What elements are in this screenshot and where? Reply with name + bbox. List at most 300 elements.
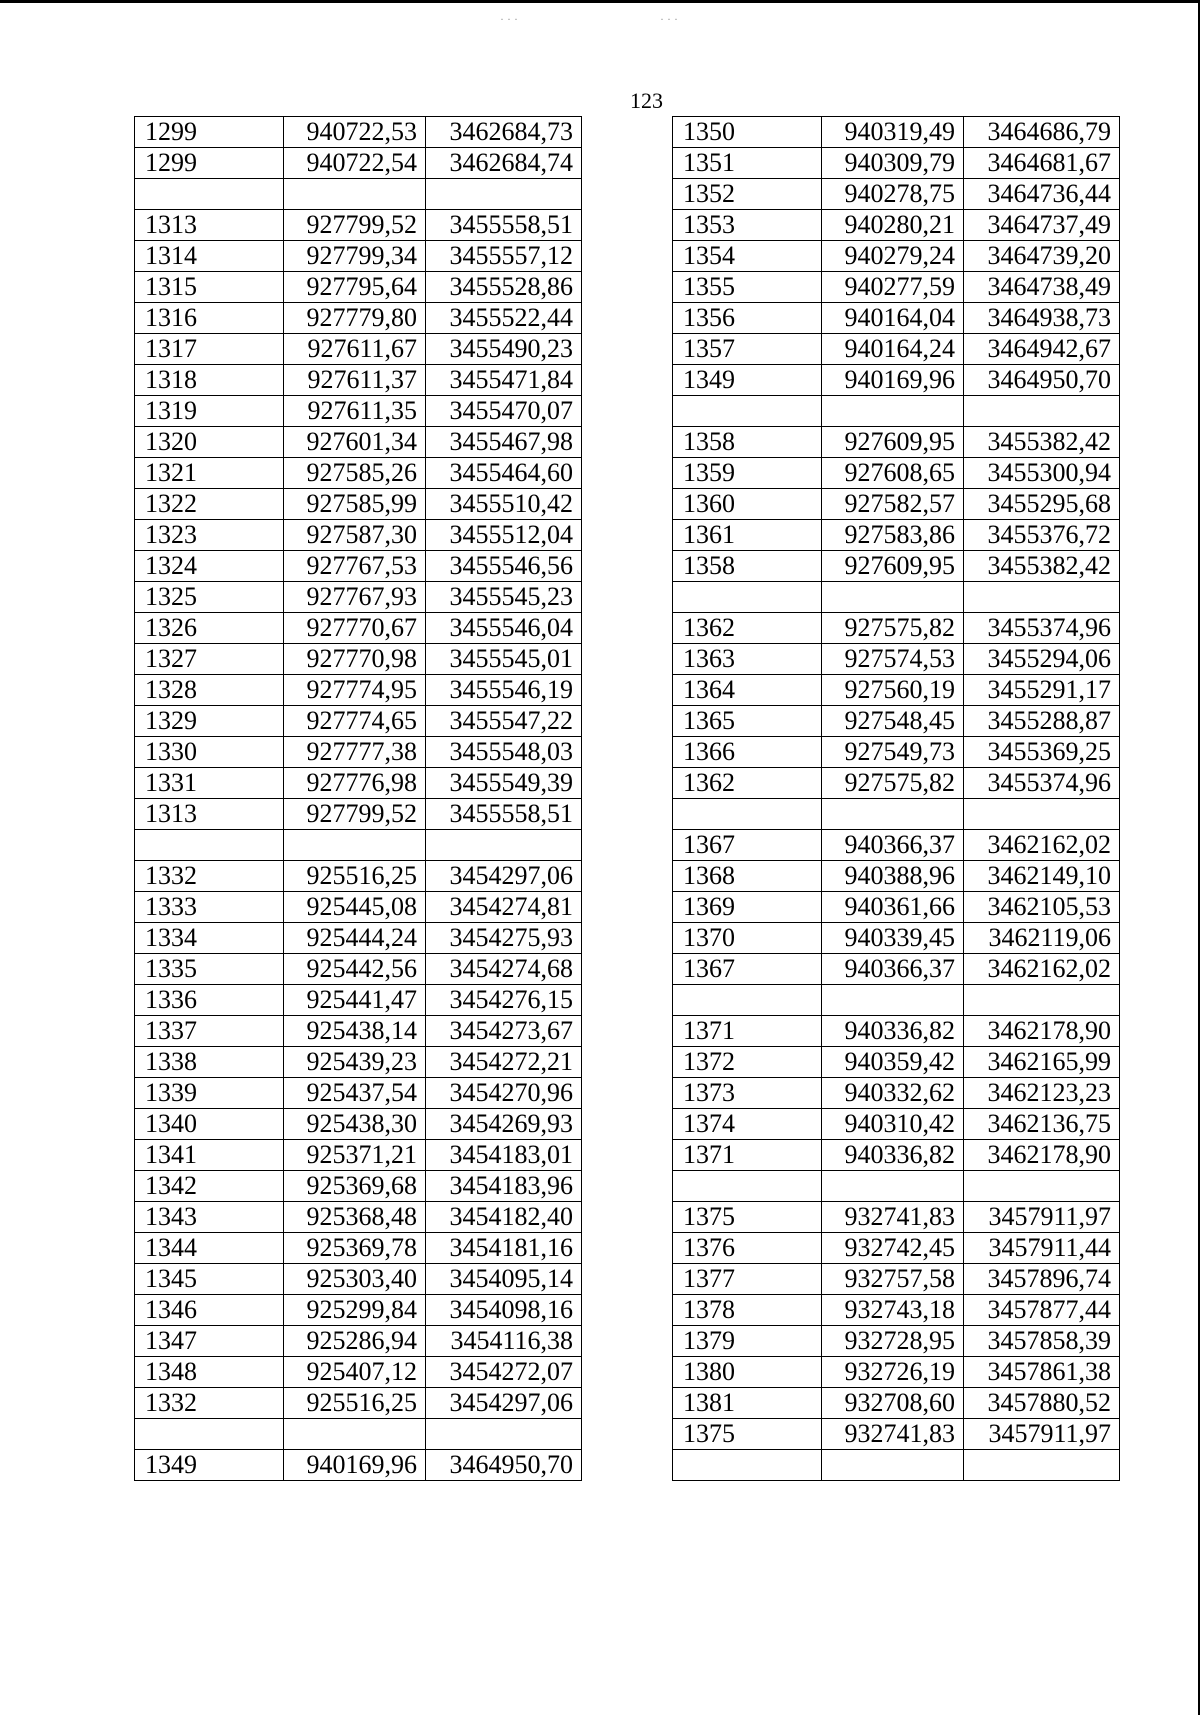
y-coordinate-cell: 3455288,87	[964, 706, 1120, 737]
point-number-cell: 1326	[135, 613, 284, 644]
point-number-cell: 1345	[135, 1264, 284, 1295]
y-coordinate-cell: 3464950,70	[964, 365, 1120, 396]
x-coordinate-cell: 927779,80	[284, 303, 426, 334]
y-coordinate-cell: 3455546,04	[426, 613, 582, 644]
table-row	[673, 427, 1120, 458]
y-coordinate-cell: 3455374,96	[964, 768, 1120, 799]
x-coordinate-cell: 927575,82	[822, 613, 964, 644]
x-coordinate-cell: 927799,52	[284, 210, 426, 241]
y-coordinate-cell: 3462178,90	[964, 1140, 1120, 1171]
y-coordinate-cell: 3455382,42	[964, 427, 1120, 458]
y-coordinate-cell: 3457861,38	[964, 1357, 1120, 1388]
point-number-cell: 1375	[673, 1202, 822, 1233]
point-number-cell: 1369	[673, 892, 822, 923]
point-number-cell	[673, 1171, 822, 1202]
point-number-cell: 1323	[135, 520, 284, 551]
y-coordinate-cell: 3455369,25	[964, 737, 1120, 768]
point-number-cell: 1356	[673, 303, 822, 334]
point-number-cell: 1335	[135, 954, 284, 985]
table-row	[673, 799, 1120, 830]
table-row	[673, 985, 1120, 1016]
table-row	[673, 458, 1120, 489]
point-number-cell: 1380	[673, 1357, 822, 1388]
point-number-cell: 1336	[135, 985, 284, 1016]
table-row	[135, 117, 582, 148]
x-coordinate-cell: 940336,82	[822, 1016, 964, 1047]
table-row	[673, 1450, 1120, 1481]
y-coordinate-cell: 3455374,96	[964, 613, 1120, 644]
y-coordinate-cell: 3457880,52	[964, 1388, 1120, 1419]
x-coordinate-cell	[822, 985, 964, 1016]
x-coordinate-cell: 925286,94	[284, 1326, 426, 1357]
y-coordinate-cell: 3455295,68	[964, 489, 1120, 520]
x-coordinate-cell: 940339,45	[822, 923, 964, 954]
table-row	[135, 427, 582, 458]
x-coordinate-cell: 927767,93	[284, 582, 426, 613]
point-number-cell: 1374	[673, 1109, 822, 1140]
point-number-cell: 1360	[673, 489, 822, 520]
table-row	[673, 396, 1120, 427]
coordinates-table-right	[672, 116, 1120, 1481]
point-number-cell: 1367	[673, 830, 822, 861]
point-number-cell: 1299	[135, 117, 284, 148]
x-coordinate-cell: 927774,65	[284, 706, 426, 737]
x-coordinate-cell: 927585,26	[284, 458, 426, 489]
point-number-cell: 1324	[135, 551, 284, 582]
point-number-cell: 1299	[135, 148, 284, 179]
y-coordinate-cell: 3454297,06	[426, 1388, 582, 1419]
table-row	[673, 737, 1120, 768]
table-row	[135, 830, 582, 861]
y-coordinate-cell: 3462119,06	[964, 923, 1120, 954]
x-coordinate-cell: 932741,83	[822, 1202, 964, 1233]
y-coordinate-cell: 3454275,93	[426, 923, 582, 954]
x-coordinate-cell: 940722,54	[284, 148, 426, 179]
table-row	[135, 1419, 582, 1450]
table-row	[673, 1202, 1120, 1233]
y-coordinate-cell: 3455546,19	[426, 675, 582, 706]
point-number-cell: 1365	[673, 706, 822, 737]
table-row	[673, 1388, 1120, 1419]
x-coordinate-cell: 940309,79	[822, 148, 964, 179]
y-coordinate-cell: 3455549,39	[426, 768, 582, 799]
x-coordinate-cell: 940278,75	[822, 179, 964, 210]
point-number-cell: 1371	[673, 1016, 822, 1047]
y-coordinate-cell: 3454269,93	[426, 1109, 582, 1140]
y-coordinate-cell: 3457858,39	[964, 1326, 1120, 1357]
x-coordinate-cell	[822, 582, 964, 613]
y-coordinate-cell: 3462165,99	[964, 1047, 1120, 1078]
x-coordinate-cell: 927560,19	[822, 675, 964, 706]
y-coordinate-cell: 3454095,14	[426, 1264, 582, 1295]
point-number-cell: 1313	[135, 799, 284, 830]
table-row	[673, 706, 1120, 737]
point-number-cell	[673, 582, 822, 613]
y-coordinate-cell	[964, 799, 1120, 830]
table-row	[673, 520, 1120, 551]
point-number-cell: 1379	[673, 1326, 822, 1357]
y-coordinate-cell: 3454181,16	[426, 1233, 582, 1264]
y-coordinate-cell: 3457911,97	[964, 1202, 1120, 1233]
table-row	[135, 303, 582, 334]
table-row	[135, 1047, 582, 1078]
point-number-cell: 1361	[673, 520, 822, 551]
point-number-cell: 1375	[673, 1419, 822, 1450]
table-row	[673, 489, 1120, 520]
y-coordinate-cell: 3455471,84	[426, 365, 582, 396]
table-row	[135, 1357, 582, 1388]
x-coordinate-cell: 927549,73	[822, 737, 964, 768]
x-coordinate-cell	[822, 1450, 964, 1481]
y-coordinate-cell: 3455545,23	[426, 582, 582, 613]
x-coordinate-cell: 925371,21	[284, 1140, 426, 1171]
x-coordinate-cell: 925369,78	[284, 1233, 426, 1264]
x-coordinate-cell: 940164,24	[822, 334, 964, 365]
table-row	[673, 117, 1120, 148]
y-coordinate-cell: 3457877,44	[964, 1295, 1120, 1326]
table-row	[673, 241, 1120, 272]
y-coordinate-cell: 3464942,67	[964, 334, 1120, 365]
x-coordinate-cell	[822, 396, 964, 427]
point-number-cell: 1350	[673, 117, 822, 148]
x-coordinate-cell: 932728,95	[822, 1326, 964, 1357]
table-row	[135, 923, 582, 954]
table-row	[135, 675, 582, 706]
point-number-cell	[135, 830, 284, 861]
y-coordinate-cell: 3455490,23	[426, 334, 582, 365]
y-coordinate-cell: 3455510,42	[426, 489, 582, 520]
x-coordinate-cell: 927799,34	[284, 241, 426, 272]
x-coordinate-cell: 940169,96	[284, 1450, 426, 1481]
point-number-cell: 1348	[135, 1357, 284, 1388]
y-coordinate-cell: 3464950,70	[426, 1450, 582, 1481]
table-row	[673, 1109, 1120, 1140]
table-row	[673, 830, 1120, 861]
x-coordinate-cell: 927776,98	[284, 768, 426, 799]
point-number-cell: 1355	[673, 272, 822, 303]
y-coordinate-cell: 3464736,44	[964, 179, 1120, 210]
point-number-cell: 1330	[135, 737, 284, 768]
table-row	[673, 675, 1120, 706]
point-number-cell: 1339	[135, 1078, 284, 1109]
point-number-cell: 1325	[135, 582, 284, 613]
table-row	[135, 458, 582, 489]
y-coordinate-cell: 3462105,53	[964, 892, 1120, 923]
table-row	[135, 334, 582, 365]
table-row	[673, 1357, 1120, 1388]
table-row	[135, 1233, 582, 1264]
x-coordinate-cell: 940359,42	[822, 1047, 964, 1078]
table-row	[673, 923, 1120, 954]
x-coordinate-cell: 940310,42	[822, 1109, 964, 1140]
x-coordinate-cell: 932742,45	[822, 1233, 964, 1264]
x-coordinate-cell: 932726,19	[822, 1357, 964, 1388]
point-number-cell: 1359	[673, 458, 822, 489]
table-row	[135, 272, 582, 303]
y-coordinate-cell: 3454098,16	[426, 1295, 582, 1326]
table-row	[673, 768, 1120, 799]
table-row	[135, 1016, 582, 1047]
table-row	[673, 644, 1120, 675]
y-coordinate-cell: 3457911,97	[964, 1419, 1120, 1450]
point-number-cell: 1366	[673, 737, 822, 768]
table-row	[673, 148, 1120, 179]
x-coordinate-cell: 940722,53	[284, 117, 426, 148]
point-number-cell: 1371	[673, 1140, 822, 1171]
table-row	[673, 1295, 1120, 1326]
y-coordinate-cell: 3464938,73	[964, 303, 1120, 334]
y-coordinate-cell	[426, 179, 582, 210]
point-number-cell: 1331	[135, 768, 284, 799]
point-number-cell: 1373	[673, 1078, 822, 1109]
y-coordinate-cell: 3455558,51	[426, 799, 582, 830]
y-coordinate-cell: 3454272,21	[426, 1047, 582, 1078]
point-number-cell: 1322	[135, 489, 284, 520]
y-coordinate-cell: 3464738,49	[964, 272, 1120, 303]
x-coordinate-cell: 940388,96	[822, 861, 964, 892]
x-coordinate-cell: 927611,35	[284, 396, 426, 427]
table-row	[135, 1109, 582, 1140]
y-coordinate-cell: 3462162,02	[964, 830, 1120, 861]
point-number-cell: 1363	[673, 644, 822, 675]
table-row	[673, 1078, 1120, 1109]
x-coordinate-cell: 940279,24	[822, 241, 964, 272]
x-coordinate-cell: 932741,83	[822, 1419, 964, 1450]
point-number-cell: 1358	[673, 551, 822, 582]
table-row	[673, 1016, 1120, 1047]
x-coordinate-cell: 932708,60	[822, 1388, 964, 1419]
x-coordinate-cell: 940332,62	[822, 1078, 964, 1109]
x-coordinate-cell: 940280,21	[822, 210, 964, 241]
table-row	[135, 179, 582, 210]
y-coordinate-cell: 3455291,17	[964, 675, 1120, 706]
point-number-cell: 1349	[135, 1450, 284, 1481]
y-coordinate-cell: 3462178,90	[964, 1016, 1120, 1047]
table-row	[135, 892, 582, 923]
point-number-cell: 1349	[673, 365, 822, 396]
table-row	[135, 210, 582, 241]
y-coordinate-cell	[964, 582, 1120, 613]
point-number-cell: 1344	[135, 1233, 284, 1264]
point-number-cell: 1367	[673, 954, 822, 985]
table-row	[673, 1326, 1120, 1357]
table-row	[673, 365, 1120, 396]
table-row	[135, 1078, 582, 1109]
x-coordinate-cell: 925441,47	[284, 985, 426, 1016]
table-row	[135, 644, 582, 675]
y-coordinate-cell: 3454183,96	[426, 1171, 582, 1202]
point-number-cell: 1354	[673, 241, 822, 272]
x-coordinate-cell: 932743,18	[822, 1295, 964, 1326]
point-number-cell: 1342	[135, 1171, 284, 1202]
y-coordinate-cell: 3454116,38	[426, 1326, 582, 1357]
x-coordinate-cell	[284, 1419, 426, 1450]
point-number-cell: 1368	[673, 861, 822, 892]
table-row	[135, 520, 582, 551]
point-number-cell: 1372	[673, 1047, 822, 1078]
table-row	[135, 1171, 582, 1202]
x-coordinate-cell: 925516,25	[284, 861, 426, 892]
x-coordinate-cell	[822, 1171, 964, 1202]
y-coordinate-cell: 3454297,06	[426, 861, 582, 892]
y-coordinate-cell	[964, 1171, 1120, 1202]
y-coordinate-cell: 3464681,67	[964, 148, 1120, 179]
table-row	[673, 954, 1120, 985]
x-coordinate-cell: 940366,37	[822, 830, 964, 861]
y-coordinate-cell: 3455294,06	[964, 644, 1120, 675]
x-coordinate-cell: 925516,25	[284, 1388, 426, 1419]
table-row	[135, 396, 582, 427]
x-coordinate-cell: 925445,08	[284, 892, 426, 923]
y-coordinate-cell	[964, 985, 1120, 1016]
point-number-cell: 1318	[135, 365, 284, 396]
point-number-cell: 1358	[673, 427, 822, 458]
table-row	[135, 985, 582, 1016]
point-number-cell: 1347	[135, 1326, 284, 1357]
table-row	[673, 1233, 1120, 1264]
x-coordinate-cell: 927777,38	[284, 737, 426, 768]
table-row	[135, 861, 582, 892]
table-row	[673, 1419, 1120, 1450]
x-coordinate-cell: 925442,56	[284, 954, 426, 985]
x-coordinate-cell: 925439,23	[284, 1047, 426, 1078]
point-number-cell	[135, 179, 284, 210]
x-coordinate-cell: 925438,14	[284, 1016, 426, 1047]
x-coordinate-cell: 927770,67	[284, 613, 426, 644]
x-coordinate-cell: 925369,68	[284, 1171, 426, 1202]
y-coordinate-cell: 3455464,60	[426, 458, 582, 489]
point-number-cell: 1340	[135, 1109, 284, 1140]
x-coordinate-cell: 927774,95	[284, 675, 426, 706]
x-coordinate-cell: 927770,98	[284, 644, 426, 675]
y-coordinate-cell: 3457896,74	[964, 1264, 1120, 1295]
y-coordinate-cell: 3464686,79	[964, 117, 1120, 148]
point-number-cell: 1317	[135, 334, 284, 365]
table-row	[135, 768, 582, 799]
point-number-cell: 1314	[135, 241, 284, 272]
y-coordinate-cell: 3454276,15	[426, 985, 582, 1016]
scan-noise: · · ·	[660, 12, 678, 26]
x-coordinate-cell: 925438,30	[284, 1109, 426, 1140]
point-number-cell: 1378	[673, 1295, 822, 1326]
x-coordinate-cell: 927611,37	[284, 365, 426, 396]
point-number-cell: 1377	[673, 1264, 822, 1295]
point-number-cell: 1376	[673, 1233, 822, 1264]
table-row	[673, 1047, 1120, 1078]
x-coordinate-cell: 927601,34	[284, 427, 426, 458]
table-row	[673, 861, 1120, 892]
y-coordinate-cell: 3462162,02	[964, 954, 1120, 985]
y-coordinate-cell: 3455545,01	[426, 644, 582, 675]
x-coordinate-cell: 927575,82	[822, 768, 964, 799]
point-number-cell: 1338	[135, 1047, 284, 1078]
x-coordinate-cell: 927767,53	[284, 551, 426, 582]
point-number-cell	[673, 799, 822, 830]
y-coordinate-cell: 3455546,56	[426, 551, 582, 582]
point-number-cell: 1346	[135, 1295, 284, 1326]
table-row	[135, 1295, 582, 1326]
point-number-cell: 1337	[135, 1016, 284, 1047]
y-coordinate-cell: 3455557,12	[426, 241, 582, 272]
point-number-cell: 1364	[673, 675, 822, 706]
x-coordinate-cell: 927608,65	[822, 458, 964, 489]
y-coordinate-cell: 3462684,74	[426, 148, 582, 179]
x-coordinate-cell: 927609,95	[822, 427, 964, 458]
coordinates-table-left	[134, 116, 582, 1481]
y-coordinate-cell: 3454274,81	[426, 892, 582, 923]
point-number-cell: 1362	[673, 768, 822, 799]
y-coordinate-cell	[964, 396, 1120, 427]
table-row	[135, 737, 582, 768]
point-number-cell: 1334	[135, 923, 284, 954]
x-coordinate-cell: 940169,96	[822, 365, 964, 396]
y-coordinate-cell: 3455376,72	[964, 520, 1120, 551]
table-row	[135, 613, 582, 644]
scan-noise: · · ·	[500, 12, 518, 26]
table-row	[673, 551, 1120, 582]
y-coordinate-cell: 3455548,03	[426, 737, 582, 768]
point-number-cell	[673, 396, 822, 427]
point-number-cell: 1319	[135, 396, 284, 427]
table-row	[135, 241, 582, 272]
x-coordinate-cell: 927574,53	[822, 644, 964, 675]
x-coordinate-cell: 927799,52	[284, 799, 426, 830]
point-number-cell: 1332	[135, 1388, 284, 1419]
point-number-cell	[135, 1419, 284, 1450]
table-row	[673, 1171, 1120, 1202]
y-coordinate-cell: 3455558,51	[426, 210, 582, 241]
x-coordinate-cell: 940164,04	[822, 303, 964, 334]
point-number-cell: 1332	[135, 861, 284, 892]
y-coordinate-cell: 3455522,44	[426, 303, 582, 334]
table-row	[673, 210, 1120, 241]
point-number-cell: 1321	[135, 458, 284, 489]
table-row	[135, 551, 582, 582]
point-number-cell	[673, 1450, 822, 1481]
point-number-cell: 1341	[135, 1140, 284, 1171]
table-row	[673, 1264, 1120, 1295]
table-row	[135, 1264, 582, 1295]
table-row	[135, 1450, 582, 1481]
point-number-cell: 1353	[673, 210, 822, 241]
x-coordinate-cell: 927611,67	[284, 334, 426, 365]
x-coordinate-cell: 927587,30	[284, 520, 426, 551]
y-coordinate-cell	[426, 1419, 582, 1450]
y-coordinate-cell: 3455300,94	[964, 458, 1120, 489]
x-coordinate-cell: 932757,58	[822, 1264, 964, 1295]
table-row	[673, 334, 1120, 365]
x-coordinate-cell: 927609,95	[822, 551, 964, 582]
point-number-cell	[673, 985, 822, 1016]
table-row	[135, 148, 582, 179]
y-coordinate-cell: 3455470,07	[426, 396, 582, 427]
y-coordinate-cell: 3455512,04	[426, 520, 582, 551]
x-coordinate-cell: 940277,59	[822, 272, 964, 303]
x-coordinate-cell: 925437,54	[284, 1078, 426, 1109]
y-coordinate-cell: 3454272,07	[426, 1357, 582, 1388]
y-coordinate-cell	[426, 830, 582, 861]
point-number-cell: 1370	[673, 923, 822, 954]
y-coordinate-cell: 3455382,42	[964, 551, 1120, 582]
point-number-cell: 1362	[673, 613, 822, 644]
table-row	[135, 1140, 582, 1171]
table-row	[135, 1388, 582, 1419]
point-number-cell: 1352	[673, 179, 822, 210]
x-coordinate-cell: 940319,49	[822, 117, 964, 148]
y-coordinate-cell: 3462684,73	[426, 117, 582, 148]
x-coordinate-cell	[284, 179, 426, 210]
y-coordinate-cell: 3455547,22	[426, 706, 582, 737]
